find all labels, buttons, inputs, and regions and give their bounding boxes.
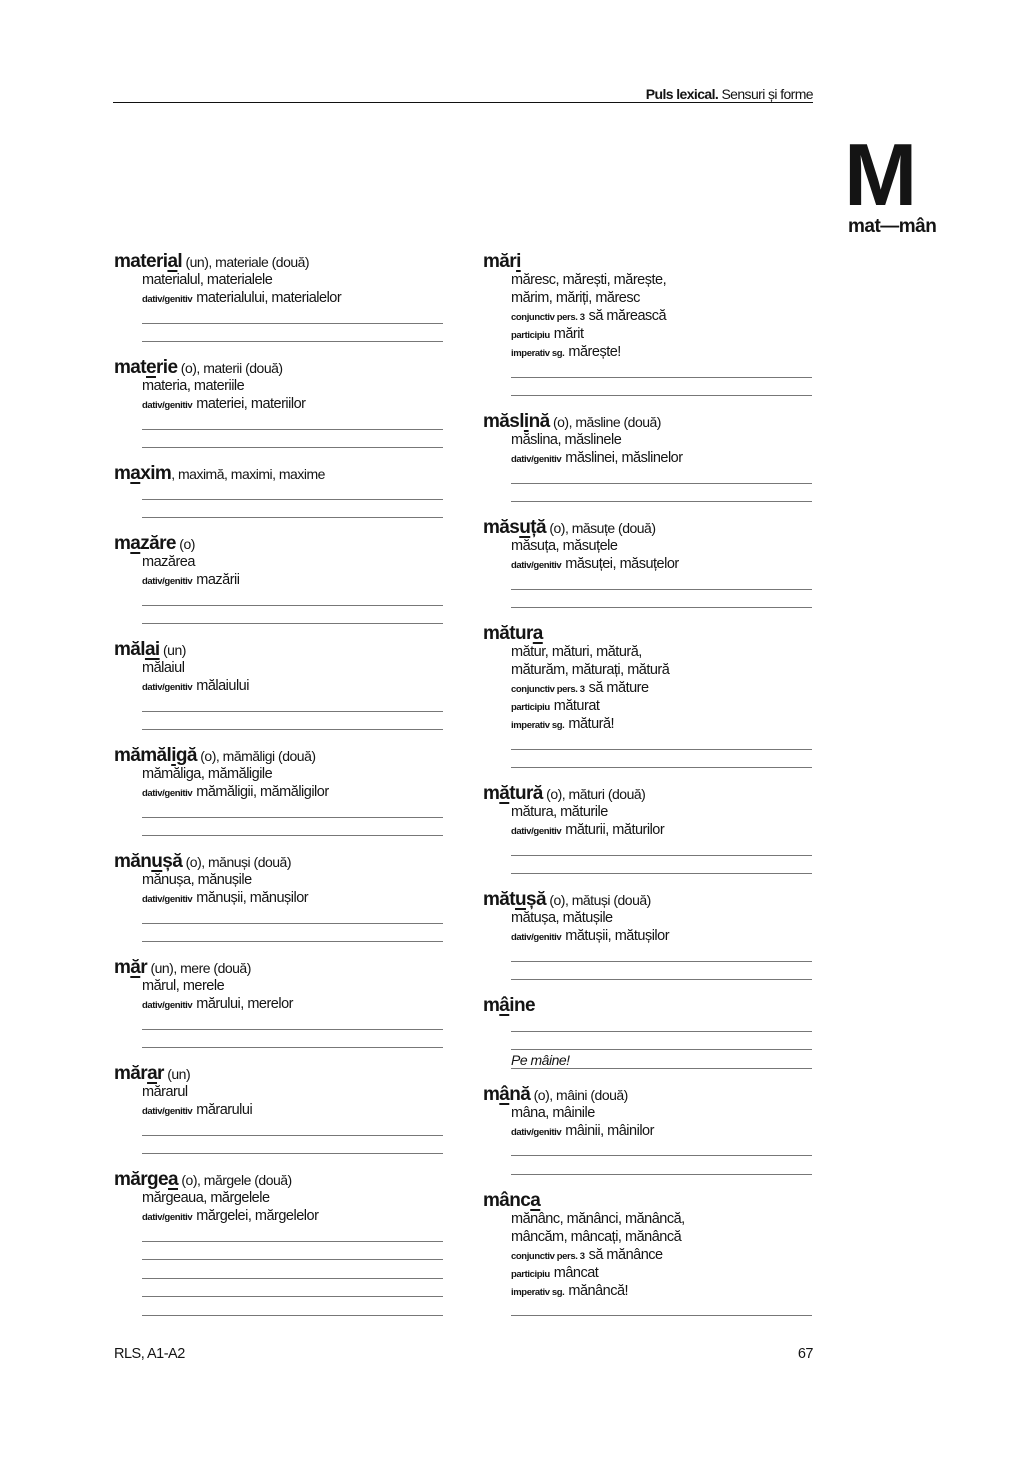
form-text: măturăm, măturați, mătură bbox=[511, 662, 670, 678]
writing-lines bbox=[142, 305, 443, 342]
writing-line bbox=[511, 1050, 812, 1069]
stressed-syllable: u bbox=[151, 851, 163, 872]
writing-line bbox=[511, 962, 812, 981]
stressed-syllable: u bbox=[515, 889, 527, 910]
grammar-info: (o), mâini (două) bbox=[530, 1086, 628, 1103]
form-text: măslina, măslinele bbox=[511, 432, 622, 448]
header-title-rest: Sensuri și forme bbox=[718, 86, 813, 102]
form-line bbox=[142, 1189, 446, 1207]
form-text: mămăliga, mămăligile bbox=[142, 766, 273, 782]
writing-line bbox=[511, 856, 812, 875]
headword-part: xim bbox=[140, 463, 172, 484]
headword-line bbox=[483, 413, 815, 431]
dictionary-entry bbox=[483, 997, 815, 1069]
form-line bbox=[511, 661, 815, 679]
form-line bbox=[511, 1228, 815, 1246]
form-text: mălaiului bbox=[196, 678, 249, 694]
writing-line bbox=[511, 1032, 812, 1051]
headword-line bbox=[483, 785, 815, 803]
form-line bbox=[511, 1210, 815, 1228]
form-text: mâinii, mâinilor bbox=[565, 1122, 654, 1139]
writing-line bbox=[142, 1117, 443, 1136]
writing-line bbox=[511, 359, 812, 378]
writing-line bbox=[142, 324, 443, 343]
stressed-syllable: a bbox=[532, 623, 543, 644]
running-header bbox=[113, 86, 813, 103]
writing-line bbox=[511, 1298, 812, 1317]
headword-line bbox=[483, 519, 815, 537]
grammar-info: (o), măsuțe (două) bbox=[545, 520, 656, 536]
grammar-info: (un) bbox=[159, 642, 186, 658]
headword-line bbox=[483, 1083, 815, 1105]
form-text: să mănânce bbox=[588, 1246, 663, 1263]
form-label: dativ/genitiv bbox=[511, 454, 562, 465]
writing-line bbox=[511, 1013, 812, 1032]
form-line bbox=[511, 537, 815, 555]
form-text: materiei, materiilor bbox=[196, 396, 306, 412]
headword-part: m bbox=[114, 533, 131, 554]
headword bbox=[114, 851, 182, 872]
dictionary-entry bbox=[114, 535, 446, 624]
form-text: mănâncă! bbox=[568, 1282, 629, 1299]
headword bbox=[114, 639, 160, 660]
form-text: măturat bbox=[553, 698, 600, 714]
headword bbox=[114, 1169, 178, 1190]
headword bbox=[483, 251, 521, 272]
headword-line bbox=[114, 535, 446, 553]
form-line bbox=[511, 431, 815, 449]
headword bbox=[483, 623, 543, 644]
stressed-syllable: ai bbox=[144, 639, 160, 660]
grammar-info: (un), mere (două) bbox=[147, 960, 251, 976]
form-line bbox=[511, 289, 815, 307]
writing-lines bbox=[142, 905, 443, 942]
headword-part: mânc bbox=[483, 1189, 531, 1211]
headword-part: r bbox=[140, 957, 148, 978]
writing-line bbox=[511, 1138, 812, 1157]
stressed-syllable: i bbox=[523, 411, 529, 432]
form-label: dativ/genitiv bbox=[511, 932, 562, 943]
form-line bbox=[511, 679, 815, 697]
headword-line bbox=[114, 959, 446, 977]
form-text: mătur, mături, mătură, bbox=[511, 644, 642, 660]
dictionary-entry bbox=[483, 1189, 815, 1317]
headword-part: mărge bbox=[114, 1169, 169, 1190]
writing-line bbox=[511, 571, 812, 590]
grammar-info: (o), mănuși (două) bbox=[182, 854, 292, 870]
dictionary-entry bbox=[114, 465, 446, 518]
writing-lines bbox=[511, 837, 812, 874]
writing-line bbox=[142, 305, 443, 324]
form-line bbox=[142, 1083, 446, 1101]
writing-line bbox=[142, 1242, 443, 1261]
stressed-syllable: a bbox=[130, 463, 141, 484]
headword-part: mămăl bbox=[114, 745, 172, 766]
writing-lines bbox=[142, 1117, 443, 1154]
form-text: mătușa, mătușile bbox=[511, 910, 613, 926]
writing-line bbox=[511, 837, 812, 856]
grammar-info: (un), materiale (două) bbox=[182, 254, 310, 270]
form-label: imperativ sg. bbox=[511, 348, 565, 359]
header-title-bold: Puls lexical. bbox=[645, 86, 719, 102]
writing-line bbox=[142, 1279, 443, 1298]
grammar-info: (o), mături (două) bbox=[542, 786, 646, 802]
dictionary-entry bbox=[483, 785, 815, 874]
headword-part: nă bbox=[528, 411, 550, 432]
footer-left: RLS, A1-A2 bbox=[114, 1346, 185, 1362]
stressed-syllable: a bbox=[530, 1189, 541, 1211]
form-text: să mărească bbox=[588, 308, 667, 324]
headword-part: rie bbox=[155, 357, 178, 378]
form-text: mătură! bbox=[568, 716, 615, 732]
stressed-syllable: a bbox=[130, 533, 141, 554]
form-text: mămăligii, mămăligilor bbox=[196, 784, 329, 800]
writing-lines bbox=[142, 799, 443, 836]
writing-lines bbox=[142, 1011, 443, 1048]
dictionary-entry bbox=[483, 253, 815, 396]
headword bbox=[114, 533, 176, 554]
dictionary-entry bbox=[483, 519, 815, 608]
dictionary-entry bbox=[483, 891, 815, 980]
writing-line bbox=[142, 1297, 443, 1316]
form-text: mâncăm, mâncați, mănâncă bbox=[511, 1228, 682, 1245]
writing-lines bbox=[511, 465, 812, 502]
grammar-info: (o), mămăligi (două) bbox=[196, 748, 316, 764]
form-line bbox=[511, 643, 815, 661]
grammar-info: (un) bbox=[163, 1066, 191, 1082]
writing-line bbox=[142, 1136, 443, 1155]
page-number: 67 bbox=[797, 1346, 813, 1362]
stressed-syllable: â bbox=[499, 995, 510, 1016]
form-text: să măture bbox=[588, 680, 649, 696]
form-label: imperativ sg. bbox=[511, 1286, 565, 1298]
headword-part: măt bbox=[483, 889, 515, 910]
form-line bbox=[142, 977, 446, 995]
stressed-syllable: e bbox=[146, 357, 156, 378]
writing-lines bbox=[511, 731, 812, 768]
writing-line bbox=[142, 1260, 443, 1279]
headword-part: măs bbox=[483, 517, 520, 538]
headword-line bbox=[483, 253, 815, 271]
headword bbox=[114, 957, 147, 978]
headword-line bbox=[483, 1189, 815, 1211]
form-text: măslinei, măslinelor bbox=[565, 450, 683, 466]
grammar-info: (o), mărgele (două) bbox=[178, 1172, 292, 1188]
dictionary-entry bbox=[114, 959, 446, 1048]
form-text: mărește! bbox=[568, 344, 621, 360]
form-label: dativ/genitiv bbox=[142, 400, 193, 411]
headword-line bbox=[114, 1171, 446, 1189]
form-line bbox=[142, 871, 446, 889]
section-letter: M bbox=[844, 125, 916, 224]
writing-line bbox=[511, 378, 812, 397]
writing-line bbox=[142, 818, 443, 837]
form-label: dativ/genitiv bbox=[142, 1106, 193, 1117]
form-text: mazării bbox=[196, 572, 240, 588]
form-text: măsuței, măsuțelor bbox=[565, 556, 679, 572]
form-text: materialului, materialelor bbox=[196, 290, 342, 306]
grammar-info: (o), măsline (două) bbox=[549, 414, 661, 430]
headword-part: măl bbox=[114, 639, 145, 660]
headword bbox=[483, 783, 543, 804]
form-text: mărgeaua, mărgelele bbox=[142, 1190, 270, 1206]
form-line bbox=[142, 377, 446, 395]
writing-line bbox=[511, 590, 812, 609]
writing-lines bbox=[142, 1223, 443, 1316]
grammar-info: , maximă, maximi, maxime bbox=[171, 466, 325, 482]
form-label: dativ/genitiv bbox=[142, 894, 193, 905]
headword bbox=[483, 517, 546, 538]
dictionary-entry bbox=[483, 625, 815, 768]
form-text: mănușii, mănușilor bbox=[196, 890, 309, 906]
left-column bbox=[114, 253, 446, 1333]
headword-part: gă bbox=[175, 745, 197, 766]
dictionary-entry bbox=[114, 747, 446, 836]
dictionary-entry bbox=[114, 1065, 446, 1154]
grammar-info: (o) bbox=[175, 536, 195, 552]
headword bbox=[114, 1063, 164, 1084]
writing-lines bbox=[511, 943, 812, 980]
headword-part: ță bbox=[530, 517, 546, 538]
headword-part: m bbox=[114, 463, 131, 484]
headword-part: l bbox=[177, 251, 183, 272]
headword-part: m bbox=[483, 995, 500, 1016]
stressed-syllable: a bbox=[147, 1063, 158, 1084]
headword bbox=[483, 1190, 540, 1211]
dictionary-entry bbox=[114, 853, 446, 942]
writing-lines bbox=[142, 587, 443, 624]
writing-line bbox=[142, 587, 443, 606]
writing-line bbox=[511, 1156, 812, 1175]
form-line bbox=[511, 307, 815, 325]
form-text: mâncat bbox=[553, 1264, 599, 1281]
writing-lines bbox=[511, 1013, 812, 1069]
writing-line bbox=[142, 712, 443, 731]
dictionary-entry bbox=[114, 1171, 446, 1316]
form-line bbox=[511, 1246, 815, 1264]
form-line bbox=[142, 765, 446, 783]
dictionary-entry bbox=[483, 1083, 815, 1175]
writing-lines bbox=[142, 411, 443, 448]
stressed-syllable: a bbox=[168, 1169, 178, 1190]
form-label: participiu bbox=[511, 1268, 550, 1280]
headword-line bbox=[114, 747, 446, 765]
form-text: măsuța, măsuțele bbox=[511, 538, 618, 554]
writing-line bbox=[142, 1030, 443, 1049]
writing-line bbox=[142, 606, 443, 625]
form-label: participiu bbox=[511, 702, 550, 713]
form-text: mărul, merele bbox=[142, 978, 225, 994]
form-text: măresc, mărești, mărește, bbox=[511, 272, 667, 288]
writing-line bbox=[142, 693, 443, 712]
writing-line bbox=[142, 905, 443, 924]
headword bbox=[483, 889, 546, 910]
form-label: dativ/genitiv bbox=[511, 560, 562, 571]
form-label: imperativ sg. bbox=[511, 720, 565, 731]
writing-lines bbox=[142, 481, 443, 518]
headword-part: măr bbox=[114, 1063, 148, 1084]
headword-part: măr bbox=[483, 251, 517, 272]
dictionary-entry bbox=[114, 359, 446, 448]
headword-part: zăre bbox=[140, 533, 176, 554]
writing-line bbox=[142, 430, 443, 449]
stressed-syllable: â bbox=[499, 1083, 510, 1105]
stressed-syllable: i bbox=[516, 251, 521, 272]
form-text: mărarului bbox=[196, 1102, 253, 1118]
headword-part: măn bbox=[114, 851, 152, 872]
headword-line bbox=[114, 253, 446, 271]
section-range: mat—mân bbox=[848, 216, 937, 237]
writing-line bbox=[142, 500, 443, 519]
grammar-info: (o), materii (două) bbox=[177, 360, 283, 376]
form-text: materia, materiile bbox=[142, 378, 245, 394]
form-text: mâna, mâinile bbox=[511, 1104, 595, 1121]
headword bbox=[114, 745, 197, 766]
form-label: conjunctiv pers. 3 bbox=[511, 684, 585, 695]
form-label: dativ/genitiv bbox=[142, 1212, 193, 1223]
writing-line bbox=[142, 1223, 443, 1242]
stressed-syllable: u bbox=[519, 517, 531, 538]
headword-line bbox=[114, 853, 446, 871]
headword bbox=[483, 1084, 530, 1105]
form-label: conjunctiv pers. 3 bbox=[511, 312, 585, 323]
form-text: materialul, materialele bbox=[142, 272, 273, 288]
stressed-syllable: ă bbox=[130, 957, 141, 978]
headword bbox=[483, 411, 550, 432]
headword-part: materi bbox=[114, 251, 168, 272]
headword-line bbox=[483, 625, 815, 643]
form-label: dativ/genitiv bbox=[511, 1126, 562, 1138]
form-line bbox=[142, 659, 446, 677]
headword-part: tură bbox=[509, 783, 543, 804]
form-text: mărgelei, mărgelelor bbox=[196, 1208, 319, 1224]
writing-line bbox=[511, 465, 812, 484]
writing-line bbox=[511, 731, 812, 750]
headword-part: m bbox=[483, 783, 500, 804]
headword-line bbox=[114, 359, 446, 377]
writing-lines bbox=[142, 693, 443, 730]
headword-part: ine bbox=[509, 995, 535, 1016]
headword-part: măsl bbox=[483, 411, 524, 432]
headword bbox=[114, 357, 177, 378]
writing-lines bbox=[511, 571, 812, 608]
right-column bbox=[483, 253, 815, 1333]
headword-part: mat bbox=[114, 357, 146, 378]
writing-line bbox=[511, 943, 812, 962]
form-label: dativ/genitiv bbox=[142, 788, 193, 799]
writing-lines bbox=[511, 359, 812, 396]
form-text: mărului, merelor bbox=[196, 996, 293, 1012]
headword-part: m bbox=[483, 1083, 500, 1105]
form-line bbox=[511, 1264, 815, 1282]
stressed-syllable: a bbox=[167, 251, 178, 272]
headword-line bbox=[483, 891, 815, 909]
headword bbox=[114, 251, 182, 272]
form-label: dativ/genitiv bbox=[142, 682, 193, 693]
form-label: conjunctiv pers. 3 bbox=[511, 1250, 585, 1262]
form-text: mărim, măriți, măresc bbox=[511, 290, 640, 306]
headword-line bbox=[114, 641, 446, 659]
form-text: mănânc, mănânci, mănâncă, bbox=[511, 1210, 685, 1227]
stressed-syllable: ă bbox=[499, 783, 510, 804]
writing-lines bbox=[511, 1298, 812, 1317]
form-label: dativ/genitiv bbox=[511, 826, 562, 837]
form-line bbox=[142, 271, 446, 289]
headword-part: mătur bbox=[483, 623, 533, 644]
dictionary-entry bbox=[483, 413, 815, 502]
headword-part: nă bbox=[509, 1083, 531, 1105]
form-line bbox=[511, 697, 815, 715]
writing-line bbox=[142, 799, 443, 818]
form-label: dativ/genitiv bbox=[142, 1000, 193, 1011]
form-text: mătușii, mătușilor bbox=[565, 928, 670, 944]
writing-line bbox=[511, 750, 812, 769]
headword-part: șă bbox=[526, 889, 546, 910]
example-phrase: Pe mâine! bbox=[511, 1051, 570, 1068]
form-text: mărit bbox=[553, 326, 584, 342]
form-text: mărarul bbox=[142, 1084, 188, 1100]
writing-line bbox=[142, 1011, 443, 1030]
writing-line bbox=[142, 924, 443, 943]
writing-lines bbox=[511, 1138, 812, 1175]
headword-part: r bbox=[157, 1063, 164, 1084]
form-line bbox=[511, 271, 815, 289]
grammar-info: (o), mătuși (două) bbox=[545, 892, 651, 908]
dictionary-entry bbox=[114, 253, 446, 342]
dictionary-entry bbox=[114, 641, 446, 730]
form-label: participiu bbox=[511, 330, 550, 341]
headword-part: șă bbox=[162, 851, 183, 872]
form-line bbox=[142, 553, 446, 571]
writing-line bbox=[511, 484, 812, 503]
form-text: mălaiul bbox=[142, 660, 185, 676]
form-text: mazărea bbox=[142, 554, 195, 570]
writing-line bbox=[142, 481, 443, 500]
form-text: măturii, măturilor bbox=[565, 822, 665, 838]
form-line bbox=[511, 1104, 815, 1122]
form-label: dativ/genitiv bbox=[142, 576, 193, 587]
writing-line bbox=[142, 411, 443, 430]
form-line bbox=[511, 909, 815, 927]
form-text: mănușa, mănușile bbox=[142, 872, 252, 888]
form-label: dativ/genitiv bbox=[142, 294, 193, 305]
form-line bbox=[511, 325, 815, 343]
headword-part: m bbox=[114, 957, 131, 978]
headword-line bbox=[114, 1065, 446, 1083]
stressed-syllable: i bbox=[171, 745, 176, 766]
form-text: mătura, măturile bbox=[511, 804, 608, 820]
form-line bbox=[511, 803, 815, 821]
